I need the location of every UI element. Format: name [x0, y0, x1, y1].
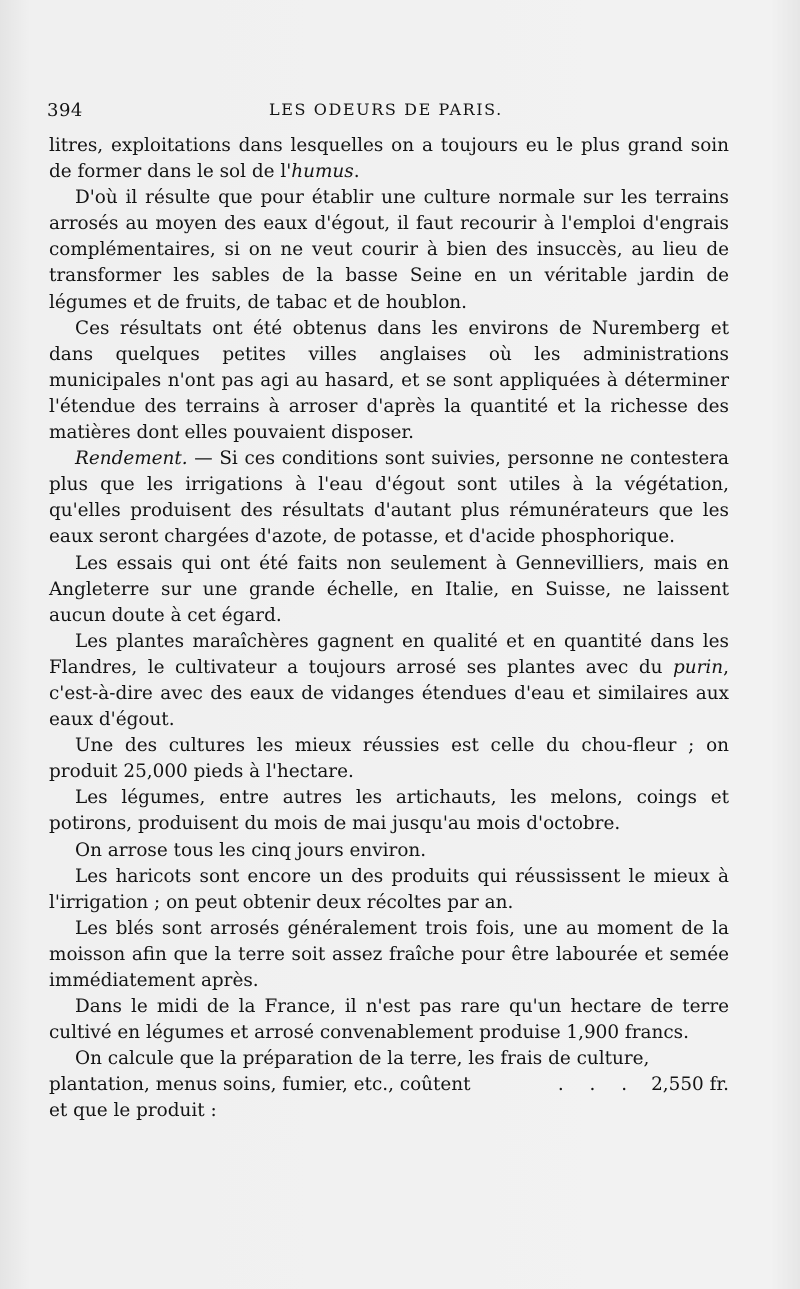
- paragraph: Rendement. — Si ces conditions sont suivies, personne ne contestera plus que les irrigations à l'eau d'égout sont utiles à la végétation, qu'elles produisent des résultats d'autant plus rémunérateurs que les eaux seront chargées d'azote, de potasse, et d'acide phosphorique.: [49, 448, 729, 548]
- page-header: [47, 100, 727, 126]
- cost-amount: 2,550 fr.: [651, 1074, 729, 1096]
- paragraph: Les plantes maraîchères gagnent en qualité et en quantité dans les Flandres, le cultivateur a toujours arrosé ses plantes avec du purin, c'est-à-dire avec des eaux de vidanges étendues d'eau et similaires aux eaux d'égout.: [49, 630, 729, 731]
- paragraph: litres, exploitations dans lesquelles on a toujours eu le plus grand soin de former dans le sol de l'humus.: [49, 135, 729, 183]
- section-label: Rendement.: [75, 448, 188, 470]
- paragraph: Les blés sont arrosés généralement trois fois, une au moment de la moisson afin que la terre soit assez fraîche pour être labourée et semée immédiatement après.: [49, 917, 729, 991]
- paragraph: Ces résultats ont été obtenus dans les environs de Nuremberg et dans quelques petites villes anglaises où les administrations municipales n'ont pas agi au hasard, et se sont appliquées à déterminer l'étendue des terrains à arroser d'après la quantité et la richesse des matières dont elles pouvaient disposer.: [49, 317, 729, 444]
- paragraph: Une des cultures les mieux réussies est celle du chou-fleur ; on produit 25,000 pieds à l'hectare.: [49, 735, 729, 783]
- page-number: 394: [47, 100, 83, 121]
- cost-label: plantation, menus soins, fumier, etc., coûtent: [49, 1074, 471, 1096]
- leader-dots: . . .: [557, 1074, 638, 1096]
- cost-line-2: [49, 1072, 729, 1098]
- paragraph: On arrose tous les cinq jours environ.: [75, 839, 427, 861]
- running-title: LES ODEURS DE PARIS.: [269, 100, 503, 119]
- paragraph: Les essais qui ont été faits non seulement à Gennevilliers, mais en Angleterre sur une grande échelle, en Italie, en Suisse, ne laissent aucun doute à cet égard.: [49, 552, 729, 626]
- paragraph: Les haricots sont encore un des produits qui réussissent le mieux à l'irrigation ; on peut obtenir deux récoltes par an.: [49, 865, 729, 913]
- paragraph: D'où il résulte que pour établir une culture normale sur les terrains arrosés au moyen des eaux d'égout, il faut recourir à l'emploi d'engrais complémentaires, si on ne veut courir à bien des insuccès, au lieu de transformer les sables de la basse Seine en un véritable jardin de légumes et de fruits, de tabac et de houblon.: [49, 187, 729, 313]
- cost-line-3: et que le produit :: [49, 1100, 217, 1122]
- paragraph: Les légumes, entre autres les artichauts, les melons, coings et potirons, produisent du mois de mai jusqu'au mois d'octobre.: [49, 787, 729, 835]
- body-text: [49, 133, 729, 1125]
- cost-paragraph: [49, 1046, 729, 1124]
- cost-line-1: On calcule que la préparation de la terre, les frais de culture,: [75, 1048, 650, 1070]
- paragraph: Dans le midi de la France, il n'est pas rare qu'un hectare de terre cultivé en légumes et arrosé convenablement produise 1,900 francs.: [49, 996, 729, 1044]
